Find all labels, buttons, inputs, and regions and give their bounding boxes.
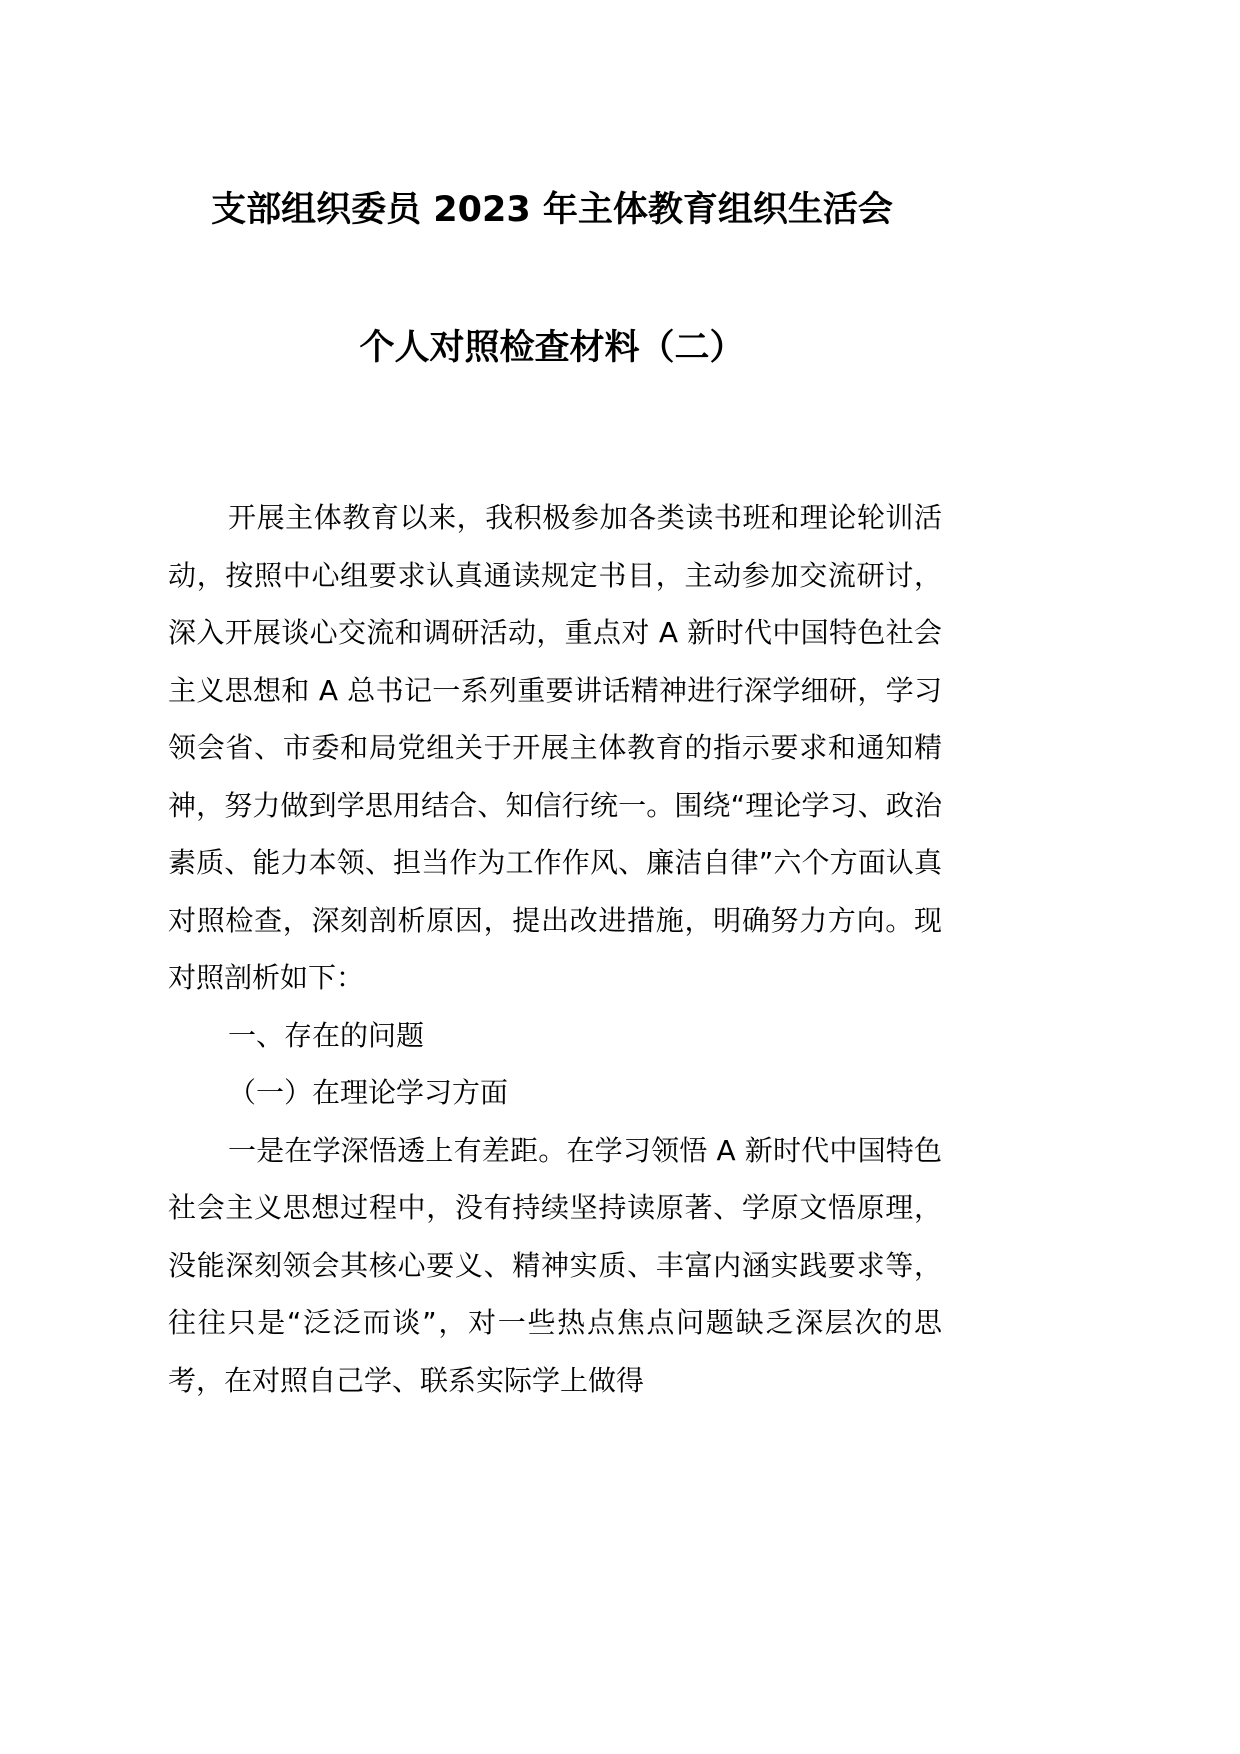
document-title-line-1: 支部组织委员 2023 年主体教育组织生活会 bbox=[211, 190, 893, 230]
paragraph-intro: 开展主体教育以来，我积极参加各类读书班和理论轮训活动，按照中心组要求认真通读规定书目，主动参加交流研讨，深入开展谈心交流和调研活动，重点对 A 新时代中国特色社会主义思想和 A 总书记一系列重要讲话精神进行深学细研，学习领会省、市委和局党组关于开展主体教育的指示要求和通知精神，努力做到学思用结合、知信行统一。围绕“理论学习、政治素质、能力本领、担当作为工作作风、廉洁自律”六个方面认真对照检查，深刻剖析原因，提出改进措施，明确努力方向。现对照剖析如下： bbox=[168, 501, 942, 994]
subsection-heading-theory-study: （一）在理论学习方面 bbox=[228, 1076, 509, 1109]
document-body bbox=[168, 489, 942, 1409]
section-heading-problems: 一、存在的问题 bbox=[228, 1018, 425, 1052]
paragraph-point-one: 一是在学深悟透上有差距。在学习领悟 A 新时代中国特色社会主义思想过程中，没有持续坚持读原著、学原文悟原理，没能深刻领会其核心要义、精神实质、丰富内涵实践要求等，往往只是“泛泛而谈”，对一些热点焦点问题缺乏深层次的思考，在对照自己学、联系实际学上做得 bbox=[168, 1133, 942, 1397]
document-title-line-2: 个人对照检查材料（二） bbox=[359, 328, 745, 368]
